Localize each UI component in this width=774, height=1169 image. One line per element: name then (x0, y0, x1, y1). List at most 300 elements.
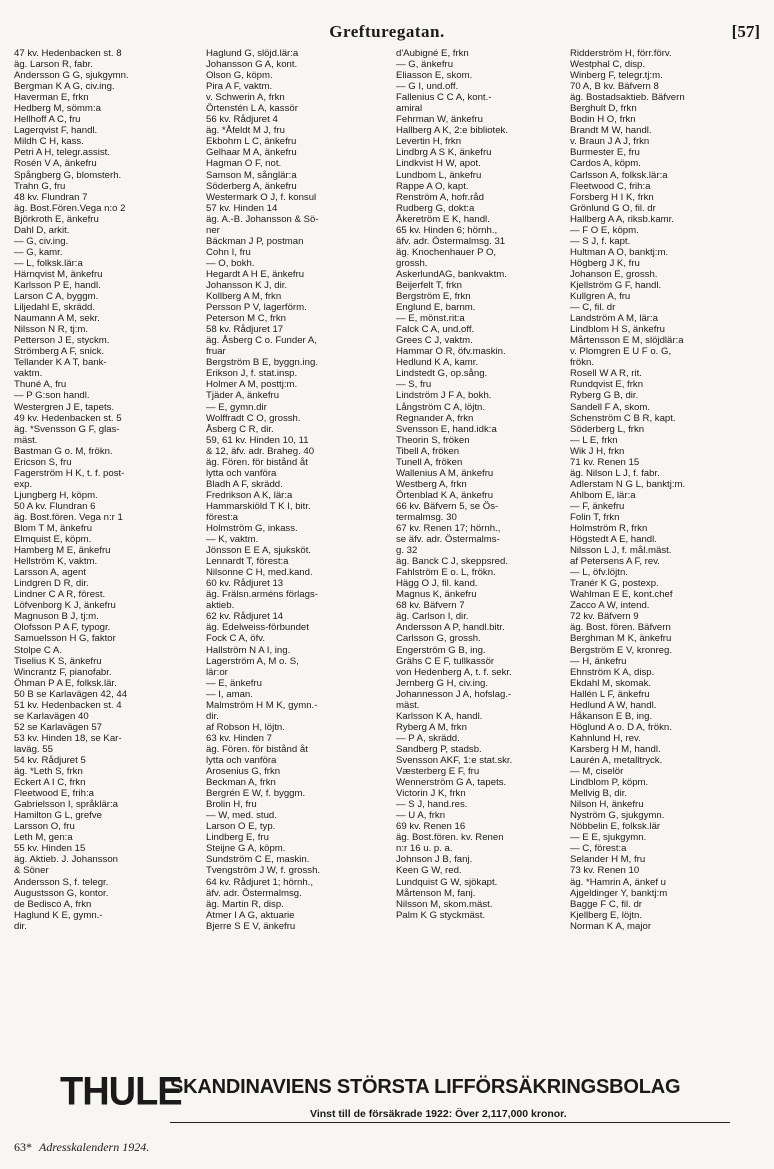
directory-entry: de Bedisco A, frkn (14, 898, 92, 910)
directory-entry: Lindblom P, köpm. (570, 777, 649, 789)
directory-entry: Håkanson E B, ing. (570, 710, 653, 722)
directory-entry: Stolpe C A. (14, 644, 62, 656)
directory-entry: äg. Fören. för bistånd åt (206, 456, 308, 468)
directory-entry: Jernberg G H, civ.ing. (396, 677, 489, 689)
directory-entry: Åsberg C R, dir. (206, 423, 274, 435)
directory-entry: Arosenius G, frkn (206, 766, 281, 778)
directory-entry: — G, änkefru (396, 59, 454, 71)
directory-entry: d'Aubigné E, frkn (396, 48, 469, 59)
directory-entry: — C, fil. dr (570, 302, 616, 314)
directory-entry: & 12, äfv. adr. Braheg. 40 (206, 445, 315, 457)
directory-entry: lär:or (206, 666, 228, 678)
directory-entry: Hallén L F, änkefru (570, 688, 650, 700)
directory-entry: Leth M, gen:a (14, 832, 73, 844)
directory-entry: Bergrén E W, f. byggm. (206, 788, 306, 800)
directory-entry: n:r 16 u. p. a. (396, 843, 453, 855)
directory-entry: Mellvig B, dir. (570, 788, 628, 800)
directory-entry: Ryberg G B, dir. (570, 390, 639, 402)
directory-entry: Thuné A, fru (14, 379, 67, 391)
directory-column-1 (14, 48, 202, 932)
directory-entry: Renström A, hofr.råd (396, 191, 484, 203)
directory-entry: Lindner C A R, förest. (14, 589, 106, 601)
directory-entry: Malmström H M K, gymn.- (206, 699, 318, 711)
directory-entry: Johansson K J, dir. (206, 279, 288, 291)
directory-entry: Örtenblad K A, änkefru (396, 489, 494, 501)
directory-entry: — O, bokh. (206, 257, 255, 269)
directory-entry: Levertin H, frkn (396, 136, 462, 148)
directory-entry: Andersson A P, handl.bitr. (396, 622, 505, 634)
directory-entry: Strömberg A F, snick. (14, 346, 105, 358)
directory-entry: Wolffradt C O, grossh. (206, 412, 301, 424)
directory-entry: exp. (14, 478, 33, 490)
directory-entry: Sandberg P, stadsb. (396, 743, 482, 755)
directory-entry: Hammar O R, öfv.maskin. (396, 346, 506, 358)
directory-entry: vaktm. (14, 368, 43, 380)
directory-entry: Kjellberg E, löjtn. (570, 909, 642, 921)
directory-entry: Tiselius K S, änkefru (14, 655, 102, 667)
directory-entry: af Robson H, löjtn. (206, 721, 285, 733)
directory-entry: dir. (206, 710, 219, 722)
directory-entry: Pira A F, vaktm. (206, 81, 273, 93)
directory-entry: — G, civ.ing. (14, 235, 69, 247)
directory-entry: Kjellström G F, handl. (570, 279, 662, 291)
directory-entry: Lennardt T, förest:a (206, 556, 289, 568)
directory-entry: Atmer I A G, aktuarie (206, 909, 295, 921)
directory-entry: Nilson H, änkefru (570, 799, 644, 811)
page-title: Grefturegatan. (329, 22, 445, 41)
directory-entry: Erikson J, f. stat.insp. (206, 368, 298, 380)
directory-entry: Johnson J B, fanj. (396, 854, 473, 866)
directory-entry: Fahlström E o. L, frökn. (396, 567, 496, 579)
directory-entry: Cohn I, fru (206, 246, 251, 258)
directory-entry: Westphal C, disp. (570, 59, 646, 71)
directory-entry: Bodin H O, frkn (570, 114, 636, 126)
directory-entry: v. Braun J A J, frkn (570, 136, 650, 148)
directory-entry: äfv. adr. Östermalmsg. 31 (396, 235, 506, 247)
directory-entry: AskerlundAG, bankvaktm. (396, 268, 507, 280)
directory-entry: 57 kv. Hinden 14 (206, 202, 278, 214)
directory-entry: Hamilton G L, grefve (14, 810, 102, 822)
directory-entry: 65 kv. Hinden 6; hörnh., (396, 224, 498, 236)
directory-entry: 69 kv. Renen 16 (396, 821, 466, 833)
directory-entry: 68 kv. Bäfvern 7 (396, 600, 465, 612)
directory-entry: Högberg J K, fru (570, 257, 640, 269)
directory-entry: Nilsson M, skom.mäst. (396, 898, 493, 910)
directory-entry: Mårtensson E M, slöjdlär:a (570, 335, 684, 347)
directory-entry: Bagge F C, fil. dr (570, 898, 642, 910)
directory-entry: Grees C J, vaktm. (396, 335, 473, 347)
directory-entry: — F O E, köpm. (570, 224, 639, 236)
directory-entry: Magnuson B J, tj:m. (14, 611, 99, 623)
directory-entry: Larsson O, fru (14, 821, 75, 833)
directory-entry: Mårtenson M, fanj. (396, 887, 476, 899)
directory-entry: Rappe A O, kapt. (396, 180, 469, 192)
directory-entry: laväg. 55 (14, 743, 53, 755)
directory-entry: Lagerqvist F, handl. (14, 125, 98, 137)
directory-entry: Haglund G, slöjd.lär:a (206, 48, 299, 59)
directory-entry: Winberg F, telegr.tj:m. (570, 70, 663, 82)
directory-entry: Nöbbelin E, folksk.lär (570, 821, 661, 833)
directory-entry: Landström A M, lär:a (570, 313, 658, 325)
directory-entry: Hedlund A W, handl. (570, 699, 657, 711)
directory-entry: Cardos A, köpm. (570, 158, 641, 170)
directory-entry: Westermark O J, f. konsul (206, 191, 317, 203)
directory-entry: — S J, f. kapt. (570, 235, 631, 247)
directory-entry: Ekdahl M, skomak. (570, 677, 652, 689)
directory-entry: Petterson J E, styckm. (14, 335, 110, 347)
directory-entry: Trahn G, fru (14, 180, 66, 192)
directory-entry: 59, 61 kv. Hinden 10, 11 (206, 434, 309, 446)
directory-entry: Spångberg G, blomsterh. (14, 169, 122, 181)
directory-entry: af Petersens A F, rev. (570, 556, 660, 568)
directory-entry: Lindbrg A S K, änkefru (396, 147, 492, 159)
directory-entry: äg. Martin R, disp. (206, 898, 284, 910)
directory-entry: Regnander A, frkn (396, 412, 474, 424)
directory-entry: Ajgeldinger Y, banktj:m (570, 887, 668, 899)
directory-entry: äg. Knochenhauer P O, (396, 246, 497, 258)
directory-entry: Westberg A, frkn (396, 478, 467, 490)
directory-entry: äg. *Leth S, frkn (14, 766, 83, 778)
directory-entry: Björkroth E, änkefru (14, 213, 99, 225)
directory-entry: Karsberg H M, handl. (570, 743, 661, 755)
directory-entry: Andersson G G, sjukgymn. (14, 70, 129, 82)
directory-entry: Nilsson L J, f. mål.mäst. (570, 545, 672, 557)
directory-entry: Bäckman J P, postman (206, 235, 304, 247)
directory-entry: Gelhaar M A, änkefru (206, 147, 297, 159)
directory-entry: Burmester E, fru (570, 147, 640, 159)
directory-entry: Larson O E, typ. (206, 821, 276, 833)
directory-entry: Laurén A, metalltryck. (570, 755, 663, 766)
directory-entry: äg. *Hamrin A, änkef u (570, 876, 666, 888)
directory-column-4 (570, 48, 770, 932)
directory-entry: Rosén V A, änkefru (14, 158, 97, 170)
directory-entry: 63 kv. Hinden 7 (206, 732, 272, 744)
directory-entry: Hultman A O, banktj:m. (570, 246, 669, 258)
directory-entry: Holmer A M, posttj:m. (206, 379, 298, 391)
directory-entry: äfv. adr. Östermalmsg. (206, 887, 302, 899)
directory-entry: Adlerstam N G L, banktj:m. (570, 478, 686, 490)
directory-entry: 50 A kv. Flundran 6 (14, 500, 96, 512)
directory-entry: 54 kv. Rådjuret 5 (14, 755, 86, 766)
directory-entry: — W, med. stud. (206, 810, 277, 822)
directory-entry: Haglund K E, gymn.- (14, 909, 103, 921)
directory-entry: mäst. (14, 434, 38, 446)
directory-entry: Persson P V, lagerförm. (206, 302, 307, 314)
directory-entry: Hammarskiöld T K I, bitr. (206, 500, 311, 512)
directory-entry: Keen G W, red. (396, 865, 462, 877)
directory-entry: Ridderström H, förr.förv. (570, 48, 672, 59)
directory-entry: Lindkvist H W, apot. (396, 158, 481, 170)
directory-entry: — L, folksk.lär:a (14, 257, 83, 269)
directory-entry: lytta och vanföra (206, 755, 277, 766)
directory-entry: Ahlbom E, lär:a (570, 489, 636, 501)
directory-entry: Ryberg A M, frkn (396, 721, 467, 733)
footer-page-code: 63* (14, 1140, 32, 1154)
directory-entry: v. Schwerin A, frkn (206, 92, 285, 104)
directory-entry: — P G:son handl. (14, 390, 90, 402)
directory-entry: Liljedahl E, skrädd. (14, 302, 96, 314)
directory-entry: frökn. (570, 357, 594, 369)
directory-entry: se Karlavägen 40 (14, 710, 89, 722)
directory-entry: Karlsson P E, handl. (14, 279, 101, 291)
directory-entry: Blom T M, änkefru (14, 523, 93, 535)
directory-entry: Karlsson K A, handl. (396, 710, 483, 722)
directory-entry: 50 B se Karlavägen 42, 44 (14, 688, 128, 700)
directory-entry: 72 kv. Bäfvern 9 (570, 611, 639, 623)
directory-entry: Mildh C H, kass. (14, 136, 84, 148)
directory-entry: Schenström C B R, kapt. (570, 412, 676, 424)
directory-entry: & Söner (14, 865, 49, 877)
directory-entry: Jönsson E E A, sjuksköt. (206, 545, 312, 557)
directory-entry: g. 32 (396, 545, 418, 557)
directory-entry: Fleetwood E, frih:a (14, 788, 94, 800)
directory-entry: 60 kv. Rådjuret 13 (206, 578, 284, 590)
directory-entry: Eckert A I C, frkn (14, 777, 86, 789)
directory-entry: Holmström R, frkn (570, 523, 648, 535)
directory-entry: Selander H M, fru (570, 854, 646, 866)
directory-entry: Bergström E, frkn (396, 291, 471, 303)
directory-entry: Fehrman W, änkefru (396, 114, 483, 126)
directory-entry: aktieb. (206, 600, 235, 612)
directory-entry: Johanson E, grossh. (570, 268, 658, 280)
directory-entry: äg. Aktieb. J. Johansson (14, 854, 118, 866)
directory-entry: — E, mönst.rit:a (396, 313, 465, 325)
directory-entry: Härnqvist M, änkefru (14, 268, 103, 280)
directory-entry: Högstedt A E, handl. (570, 534, 657, 546)
directory-entry: Lagerström A, M o. S, (206, 655, 299, 667)
directory-entry: äg. Larson R, fabr. (14, 59, 93, 71)
directory-columns (14, 48, 770, 932)
directory-entry: Tellander K A T, bank- (14, 357, 107, 369)
directory-entry: Petri A H, telegr.assist. (14, 147, 110, 159)
directory-entry: äg. A.-B. Johansson & Sö- (206, 213, 319, 225)
directory-entry: Zacco A W, intend. (570, 600, 650, 612)
directory-entry: Hallberg A A, riksb.kamr. (570, 213, 674, 225)
page-header (0, 22, 774, 46)
directory-entry: dir. (14, 920, 27, 932)
directory-entry: Örtenstén L A, kassör (206, 103, 298, 115)
directory-entry: — E E, sjukgymn. (570, 832, 647, 844)
directory-entry: 64 kv. Rådjuret 1; hörnh., (206, 876, 314, 888)
directory-entry: Lundquist G W, sjökapt. (396, 876, 498, 888)
directory-entry: Berghult D, frkn (570, 103, 637, 115)
directory-entry: Söderberg L, frkn (570, 423, 645, 435)
directory-entry: — S J, hand.res. (396, 799, 468, 811)
directory-entry: Söderberg A, änkefru (206, 180, 297, 192)
directory-entry: Brolin H, fru (206, 799, 257, 811)
directory-entry: 53 kv. Hinden 18, se Kar- (14, 732, 122, 744)
directory-entry: Olson G, köpm. (206, 70, 273, 82)
directory-entry: äg. *Svensson G F, glas- (14, 423, 120, 435)
directory-entry: Haverman E, frkn (14, 92, 89, 104)
directory-entry: Theorin S, fröken (396, 434, 470, 446)
directory-entry: Væsterberg E F, fru (396, 766, 480, 778)
directory-entry: Nyström G, sjukgymn. (570, 810, 665, 822)
directory-entry: Fagerström H K, t. f. post- (14, 467, 125, 479)
directory-entry: — G I, und.off. (396, 81, 459, 93)
directory-entry: Bastman G o. M, frökn. (14, 445, 113, 457)
directory-entry: Wallenius A M, änkefru (396, 467, 494, 479)
thule-advertisement (60, 1069, 730, 1132)
directory-entry: Nilsson N R, tj:m. (14, 324, 89, 336)
directory-entry: Wahlman E E, kont.chef (570, 589, 673, 601)
directory-entry: Johansson G A, kont. (206, 59, 298, 71)
directory-entry: — K, vaktm. (206, 534, 259, 546)
directory-entry: Tvengström J W, f. grossh. (206, 865, 321, 877)
directory-entry: Hallberg A K, 2:e bibliotek. (396, 125, 508, 137)
directory-entry: 70 A, B kv. Bäfvern 8 (570, 81, 659, 93)
directory-entry: Dahl D, arkit. (14, 224, 70, 236)
directory-entry: förest:a (206, 511, 238, 523)
directory-entry: Fleetwood C, frih:a (570, 180, 651, 192)
directory-entry: Fock C A, öfv. (206, 633, 265, 645)
directory-entry: Elmquist E, köpm. (14, 534, 92, 546)
directory-entry: — E, änkefru (206, 677, 262, 689)
directory-entry: 56 kv. Rådjuret 4 (206, 114, 278, 126)
directory-entry: Norman K A, major (570, 920, 652, 932)
directory-entry: — G, kamr. (14, 246, 63, 258)
directory-entry: Steijne G A, köpm. (206, 843, 286, 855)
directory-entry: Hellström K, vaktm. (14, 556, 98, 568)
directory-entry: 52 se Karlavägen 57 (14, 721, 103, 733)
directory-entry: Peterson M C, frkn (206, 313, 286, 325)
directory-entry: äg. Bost.Fören.Vega n:o 2 (14, 202, 126, 214)
directory-entry: 55 kv. Hinden 15 (14, 843, 86, 855)
directory-entry: Wennerström G A, tapets. (396, 777, 507, 789)
directory-entry: Forsberg H I K, frkn (570, 191, 654, 203)
directory-entry: Nilsonne C H, med.kand. (206, 567, 313, 579)
directory-entry: — F, änkefru (570, 500, 625, 512)
directory-entry: Hedberg M, sömm:a (14, 103, 101, 115)
directory-entry: Svensson E, hand.idk:a (396, 423, 497, 435)
ad-brand: THULE (60, 1069, 182, 1115)
directory-entry: äg. Banck C J, skeppsred. (396, 556, 508, 568)
ad-divider (170, 1122, 730, 1123)
directory-entry: Augustsson G, kontor. (14, 887, 109, 899)
directory-entry: Rudberg G, dokt:a (396, 202, 475, 214)
directory-entry: Åkeretröm E K, handl. (396, 213, 490, 225)
directory-entry: Gabrielsson I, språklär:a (14, 799, 118, 811)
directory-entry: Lindberg E, fru (206, 832, 269, 844)
directory-entry: Carlsson A, folksk.lär:a (570, 169, 668, 181)
directory-entry: Tranér K G, postexp. (570, 578, 659, 590)
directory-entry: Beckman A, frkn (206, 777, 276, 789)
directory-entry: Grähs C E F, tullkassör (396, 655, 495, 667)
directory-entry: se äfv. adr. Östermalms- (396, 534, 500, 546)
directory-entry: — S, fru (396, 379, 432, 391)
directory-entry: Beijerfelt T, frkn (396, 279, 462, 291)
directory-entry: äg. Nilson L J, f. fabr. (570, 467, 660, 479)
directory-entry: Ehnström K A, disp. (570, 666, 655, 678)
page-number: [57] (731, 22, 760, 41)
directory-entry: Sandell F A, skom. (570, 401, 650, 413)
directory-entry: Palm K G styckmäst. (396, 909, 486, 921)
directory-entry: Ericson S, fru (14, 456, 72, 468)
directory-entry: Tibell A, fröken (396, 445, 460, 457)
directory-entry: Englund E, barnm. (396, 302, 476, 314)
directory-entry: Andersson S, f. telegr. (14, 876, 109, 888)
directory-entry: Samson M, sånglär:a (206, 169, 297, 181)
directory-entry: Hamberg M E, änkefru (14, 545, 111, 557)
directory-entry: 71 kv. Renen 15 (570, 456, 640, 468)
directory-entry: — L, öfv.löjtn. (570, 567, 628, 579)
directory-entry: Eliasson E, skom. (396, 70, 473, 82)
directory-entry: fruar (206, 346, 226, 358)
directory-entry: Kullgren A, fru (570, 291, 631, 303)
directory-entry: — P A, skrädd. (396, 732, 460, 744)
directory-entry: Berghman M K, änkefru (570, 633, 672, 645)
directory-entry: Kollberg A M, frkn (206, 291, 282, 303)
directory-entry: Wik J H, frkn (570, 445, 625, 457)
directory-entry: mäst. (396, 699, 420, 711)
directory-entry: Hegardt A H E, änkefru (206, 268, 305, 280)
directory-entry: Olofsson P A F, typogr. (14, 622, 111, 634)
directory-entry: Rundqvist E, frkn (570, 379, 644, 391)
directory-entry: grossh. (396, 257, 428, 269)
directory-entry: äg. Fören. för bistånd åt (206, 743, 308, 755)
directory-entry: termalmsg. 30 (396, 511, 457, 523)
directory-entry: Hedlund K A, kamr. (396, 357, 479, 369)
directory-entry: Lindblom H S, änkefru (570, 324, 665, 336)
directory-entry: Victorin J K, frkn (396, 788, 466, 800)
directory-entry: äg. Frälsn.arméns förlags- (206, 589, 318, 601)
directory-entry: 58 kv. Rådjuret 17 (206, 324, 284, 336)
directory-entry: — M, ciselör (570, 766, 624, 778)
directory-entry: Löfvenborg K J, änkefru (14, 600, 116, 612)
directory-entry: Ljungberg H, köpm. (14, 489, 98, 501)
directory-entry: Kahnlund H, rev. (570, 732, 641, 744)
directory-entry: Fallenius C C A, kont.- (396, 92, 492, 104)
directory-column-3 (396, 48, 568, 921)
directory-entry: Samuelsson H G, faktor (14, 633, 116, 645)
directory-entry: lytta och vanföra (206, 467, 277, 479)
directory-entry: — L E, frkn (570, 434, 618, 446)
footer-publication: Adresskalendern 1924. (39, 1140, 150, 1154)
directory-entry: v. Plomgren E U F o. G, (570, 346, 672, 358)
directory-entry: äg. Bost.fören. Vega n:r 1 (14, 511, 123, 523)
ad-company-name: SKANDINAVIENS STÖRSTA LIFFÖRSÄKRINGSBOLAG (170, 1076, 681, 1098)
directory-entry: Magnus K, änkefru (396, 589, 477, 601)
directory-entry: Holmström G, inkass. (206, 523, 298, 535)
directory-entry: Larsson A, agent (14, 567, 87, 579)
directory-entry: 47 kv. Hedenbacken st. 8 (14, 48, 122, 59)
directory-entry: Långström C A, löjtn. (396, 401, 486, 413)
directory-entry: Hellhoff A C, fru (14, 114, 81, 126)
directory-entry: äg. Bost. fören. Bäfvern (570, 622, 671, 634)
directory-entry: Carlsson G, grossh. (396, 633, 481, 645)
directory-entry: 62 kv. Rådjuret 14 (206, 611, 284, 623)
directory-entry: — U A, frkn (396, 810, 446, 822)
directory-entry: äg. Edelweiss-förbundet (206, 622, 309, 634)
directory-entry: Bergström E V, kronreg. (570, 644, 673, 656)
directory-entry: äg. Bost.fören. kv. Renen (396, 832, 504, 844)
directory-entry: Öhman P A E, folksk.lär. (14, 677, 117, 689)
directory-entry: Lundbom L, änkefru (396, 169, 482, 181)
ad-slogan: Vinst till de försäkrade 1922: Över 2,117,000 kronor. (310, 1108, 567, 1120)
directory-entry: Grönlund G O, fil. dr (570, 202, 656, 214)
directory-entry: — H, änkefru (570, 655, 627, 667)
directory-entry: — I, aman. (206, 688, 253, 700)
directory-entry: Bladh A F, skrädd. (206, 478, 283, 490)
directory-entry: Ekbohrn L C, änkefru (206, 136, 297, 148)
directory-entry: Bergström B E, byggn.ing. (206, 357, 318, 369)
directory-entry: 48 kv. Flundran 7 (14, 191, 88, 203)
directory-entry: Johannesson J A, hofslag.- (396, 688, 512, 700)
directory-entry: 66 kv. Bäfvern 5, se Ös- (396, 500, 499, 512)
directory-entry: äg. *Åfeldt M J, fru (206, 125, 285, 137)
directory-entry: äg. Bostadsaktieb. Bäfvern (570, 92, 685, 104)
directory-entry: Sundström C E, maskin. (206, 854, 310, 866)
